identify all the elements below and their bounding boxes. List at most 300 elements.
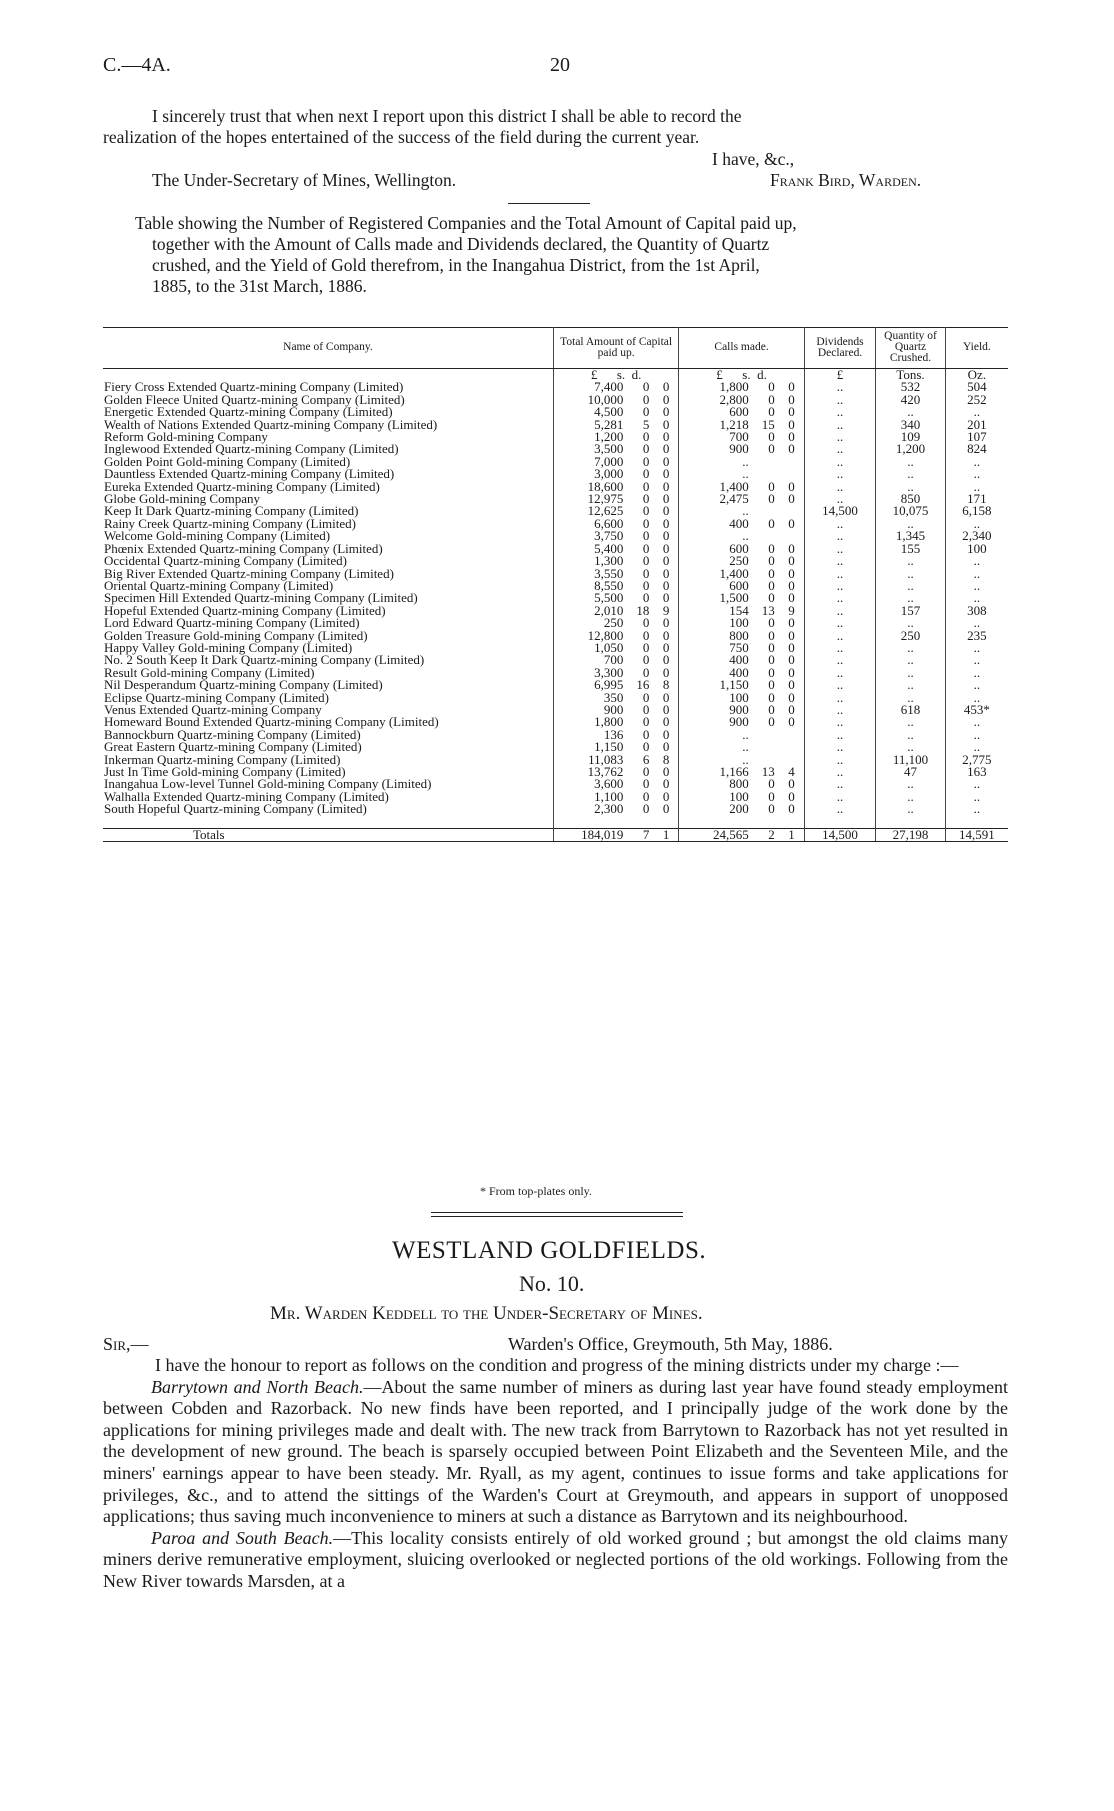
total-quantity: 27,198 xyxy=(876,828,945,841)
dividends-cell: .. xyxy=(804,617,876,629)
quantity-cell: .. xyxy=(876,481,945,493)
company-name: Reform Gold-mining Company xyxy=(104,429,268,445)
dividends-cell: .. xyxy=(804,394,876,406)
capital-cell-pounds: 2,300 xyxy=(594,801,624,817)
yield-cell: 171 xyxy=(945,493,1008,505)
yield-cell: 2,775 xyxy=(945,754,1008,766)
quantity-cell: 250 xyxy=(876,630,945,642)
calls-cell-pounds: 1,800 xyxy=(719,379,749,395)
letter-subtitle: Mr. Warden Keddell to the Under-Secretary of Mines. xyxy=(270,1303,703,1324)
capital-cell-shillings: 0 xyxy=(642,776,650,792)
calls-cell-pounds: 900 xyxy=(729,714,749,730)
capital-cell-pence: 0 xyxy=(662,788,670,804)
calls-cell-pounds: 400 xyxy=(729,515,749,531)
capital-cell-pounds: 18,600 xyxy=(587,478,624,494)
quantity-cell: .. xyxy=(876,729,945,741)
capital-cell-shillings: 18 xyxy=(636,602,650,618)
calls-cell-pounds: 1,150 xyxy=(719,677,749,693)
capital-cell-pence: 0 xyxy=(662,528,670,544)
calls-cell-pounds: 2,800 xyxy=(719,391,749,407)
capital-cell-pence: 0 xyxy=(662,478,670,494)
yield-cell: .. xyxy=(945,518,1008,530)
quantity-cell: .. xyxy=(876,679,945,691)
unit-pounds: £ xyxy=(590,367,598,382)
capital-cell-pence: 0 xyxy=(662,466,670,482)
calls-cell-pounds: 1,218 xyxy=(719,416,749,432)
calls-cell-shillings: 0 xyxy=(768,714,775,730)
header-dividends: Dividends Declared. xyxy=(804,328,876,369)
yield-cell: 453* xyxy=(945,704,1008,716)
capital-cell-pence: 0 xyxy=(662,801,670,817)
calls-cell-shillings: 0 xyxy=(768,652,775,668)
company-name: Rainy Creek Quartz-mining Company (Limited) xyxy=(104,515,356,531)
calls-cell-pounds: 600 xyxy=(729,540,749,556)
capital-cell-shillings: 0 xyxy=(642,714,650,730)
quantity-cell: .. xyxy=(876,741,945,753)
dividends-cell: .. xyxy=(804,431,876,443)
calls-cell-shillings: 0 xyxy=(768,379,775,395)
calls-cell-pence: 0 xyxy=(788,677,795,693)
capital-cell-pounds: 1,150 xyxy=(594,739,624,755)
table-caption-line-3: crushed, and the Yield of Gold therefrom, in the Inangahua District, from the 1st April, xyxy=(152,255,760,275)
capital-cell-pence: 0 xyxy=(662,453,670,469)
yield-cell: 6,158 xyxy=(945,505,1008,517)
calls-cell-pounds: 900 xyxy=(729,701,749,717)
company-name: Walhalla Extended Quartz-mining Company (Limited) xyxy=(104,788,389,804)
quantity-cell: .. xyxy=(876,692,945,704)
letter-addressee: The Under-Secretary of Mines, Wellington. xyxy=(152,170,457,190)
company-name: South Hopeful Quartz-mining Company (Limited) xyxy=(104,801,367,817)
calls-cell-pounds: 600 xyxy=(729,404,749,420)
company-name: Oriental Quartz-mining Company (Limited) xyxy=(104,577,334,593)
calls-cell-pounds: 200 xyxy=(729,801,749,817)
company-name: Keep It Dark Quartz-mining Company (Limited) xyxy=(104,503,359,519)
paragraph-2-heading: Barrytown and North Beach. xyxy=(151,1376,364,1397)
quantity-cell: .. xyxy=(876,468,945,480)
unit-oz: Oz. xyxy=(945,369,1008,382)
calls-cell-pence: 0 xyxy=(788,577,795,593)
dividends-cell: .. xyxy=(804,630,876,642)
quantity-cell: 420 xyxy=(876,394,945,406)
calls-cell-pence: 0 xyxy=(788,391,795,407)
company-name: Globe Gold-mining Company xyxy=(104,491,260,507)
total-calls-pence: 1 xyxy=(788,826,795,842)
capital-cell-pence: 0 xyxy=(662,441,670,457)
total-calls-pounds: 24,565 xyxy=(713,826,749,842)
capital-cell-pence: 0 xyxy=(662,590,670,606)
table-caption-line-1: Table showing the Number of Registered Companies and the Total Amount of Capital paid up, xyxy=(135,213,797,233)
total-calls xyxy=(679,828,804,841)
calls-cell-pounds: 100 xyxy=(729,689,749,705)
capital-cell-shillings: 5 xyxy=(642,416,650,432)
quantity-cell: 47 xyxy=(876,766,945,778)
calls-cell-pounds: .. xyxy=(742,466,749,482)
company-name: Dauntless Extended Quartz-mining Company (Limited) xyxy=(104,466,395,482)
table-caption-line-2: together with the Amount of Calls made and Dividends declared, the Quantity of Quartz xyxy=(152,234,770,254)
capital-cell-pounds: 6,600 xyxy=(594,515,624,531)
total-capital-shillings: 7 xyxy=(642,826,650,842)
dividends-cell: .. xyxy=(804,493,876,505)
company-name: Result Gold-mining Company (Limited) xyxy=(104,664,315,680)
company-name: Wealth of Nations Extended Quartz-mining Company (Limited) xyxy=(104,416,438,432)
quantity-cell: 10,075 xyxy=(876,505,945,517)
capital-cell-pounds: 8,550 xyxy=(594,577,624,593)
yield-cell: .. xyxy=(945,667,1008,679)
calls-cell xyxy=(679,803,804,815)
quantity-cell: 1,345 xyxy=(876,530,945,542)
calls-cell-shillings: 0 xyxy=(768,776,775,792)
capital-cell-pounds: 3,600 xyxy=(594,776,624,792)
company-name: Hopeful Extended Quartz-mining Company (Limited) xyxy=(104,602,386,618)
calls-cell-shillings xyxy=(749,729,775,741)
calls-cell-pounds: .. xyxy=(742,528,749,544)
calls-cell-pence: 0 xyxy=(788,429,795,445)
calls-cell-shillings: 0 xyxy=(768,677,775,693)
table-row xyxy=(103,803,1008,815)
capital-cell-shillings: 0 xyxy=(642,553,650,569)
capital-cell-shillings: 0 xyxy=(642,515,650,531)
dividends-cell: .. xyxy=(804,555,876,567)
calls-cell-shillings: 0 xyxy=(768,577,775,593)
quantity-cell: 850 xyxy=(876,493,945,505)
capital-cell-shillings: 0 xyxy=(642,528,650,544)
table-footnote: * From top-plates only. xyxy=(480,1184,592,1198)
capital-cell-pounds: 1,050 xyxy=(594,639,624,655)
calls-cell-shillings: 0 xyxy=(768,391,775,407)
paragraph-3-heading: Paroa and South Beach. xyxy=(151,1527,334,1548)
capital-cell-pence: 0 xyxy=(662,701,670,717)
yield-cell: .. xyxy=(945,791,1008,803)
yield-cell: .. xyxy=(945,803,1008,815)
calls-cell-pence: 0 xyxy=(788,565,795,581)
dividends-cell: .. xyxy=(804,692,876,704)
dividends-cell: .. xyxy=(804,568,876,580)
calls-cell-shillings: 0 xyxy=(768,491,775,507)
yield-cell: 235 xyxy=(945,630,1008,642)
yield-cell: .. xyxy=(945,568,1008,580)
calls-cell-shillings: 0 xyxy=(768,441,775,457)
paragraph-3-text: —This locality consists entirely of old worked ground ; but amongst the old claims many miners derive remunerative employment, sluicing overlooked or neglected portions of the old workings. Following from the New River towards Marsden, at a xyxy=(103,1527,1008,1591)
yield-cell: .. xyxy=(945,729,1008,741)
capital-cell-pence: 0 xyxy=(662,379,670,395)
dividends-cell: .. xyxy=(804,679,876,691)
capital-cell-pence: 0 xyxy=(662,776,670,792)
dividends-cell: .. xyxy=(804,530,876,542)
calls-cell-pence: 0 xyxy=(788,788,795,804)
capital-cell-pence: 0 xyxy=(662,429,670,445)
capital-cell-shillings: 0 xyxy=(642,466,650,482)
letter-body xyxy=(103,1355,1008,1593)
calls-cell-pounds: 400 xyxy=(729,652,749,668)
quantity-cell: .. xyxy=(876,456,945,468)
company-name: Homeward Bound Extended Quartz-mining Company (Limited) xyxy=(104,714,439,730)
dividends-cell: .. xyxy=(804,766,876,778)
calls-cell-shillings: 0 xyxy=(768,429,775,445)
yield-cell: .. xyxy=(945,617,1008,629)
calls-cell-shillings: 0 xyxy=(768,664,775,680)
capital-cell-pounds: 3,000 xyxy=(594,466,624,482)
yield-cell: .. xyxy=(945,642,1008,654)
quantity-cell: .. xyxy=(876,778,945,790)
dividends-cell: .. xyxy=(804,741,876,753)
capital-cell-pence: 0 xyxy=(662,391,670,407)
dividends-cell: .. xyxy=(804,443,876,455)
capital-cell-shillings: 0 xyxy=(642,664,650,680)
calls-cell-shillings: 0 xyxy=(768,627,775,643)
capital-cell-pence: 0 xyxy=(662,739,670,755)
yield-cell: .. xyxy=(945,692,1008,704)
calls-cell-pence: 0 xyxy=(788,590,795,606)
double-rule-top xyxy=(431,1212,683,1213)
quantity-cell: .. xyxy=(876,568,945,580)
capital-cell-pounds: 900 xyxy=(603,701,624,717)
capital-cell-shillings: 0 xyxy=(642,577,650,593)
calls-cell-pence xyxy=(775,729,795,741)
capital-cell-shillings: 0 xyxy=(642,764,650,779)
capital-cell-shillings: 0 xyxy=(642,652,650,668)
yield-cell: .. xyxy=(945,580,1008,592)
capital-cell-pounds: 5,281 xyxy=(594,416,624,432)
salutation: Sir,— xyxy=(103,1334,149,1354)
company-name: Golden Fleece United Quartz-mining Company (Limited) xyxy=(104,391,405,407)
capital-cell-pence: 0 xyxy=(662,553,670,569)
yield-cell: .. xyxy=(945,456,1008,468)
intro-line-2: realization of the hopes entertained of the success of the field during the current year. xyxy=(103,127,700,147)
dividends-cell: .. xyxy=(804,481,876,493)
calls-cell-pence: 0 xyxy=(788,701,795,717)
dividends-cell: .. xyxy=(804,803,876,815)
calls-cell-pounds: 800 xyxy=(729,627,749,643)
company-name: Phœnix Extended Quartz-mining Company (Limited) xyxy=(104,540,383,556)
calls-cell-pounds: 1,400 xyxy=(719,565,749,581)
capital-cell-pounds: 1,100 xyxy=(594,788,624,804)
total-capital-pounds: 184,019 xyxy=(581,826,624,842)
calls-cell-pounds: 250 xyxy=(729,553,749,569)
capital-cell-pence: 8 xyxy=(662,677,670,693)
yield-cell: 107 xyxy=(945,431,1008,443)
dividends-cell: .. xyxy=(804,716,876,728)
capital-cell-pence: 0 xyxy=(662,639,670,655)
company-name: Lord Edward Quartz-mining Company (Limited) xyxy=(104,615,360,631)
capital-cell-pence: 0 xyxy=(662,615,670,631)
calls-cell-shillings: 13 xyxy=(761,602,775,618)
quantity-cell: .. xyxy=(876,667,945,679)
calls-cell-pence: 0 xyxy=(788,664,795,680)
capital-cell-pounds: 5,500 xyxy=(594,590,624,606)
calls-cell-shillings: 0 xyxy=(768,801,775,817)
capital-cell-pounds: 5,400 xyxy=(594,540,624,556)
capital-cell-shillings: 0 xyxy=(642,540,650,556)
capital-cell-shillings: 0 xyxy=(642,491,650,507)
calls-cell-shillings xyxy=(749,741,775,753)
capital-cell-pounds: 12,625 xyxy=(587,503,624,519)
quantity-cell: .. xyxy=(876,406,945,418)
calls-cell-shillings: 0 xyxy=(768,540,775,556)
capital-cell-pounds: 136 xyxy=(603,726,624,742)
capital-cell-shillings: 0 xyxy=(642,453,650,469)
yield-cell: .. xyxy=(945,555,1008,567)
totals-row xyxy=(103,828,1008,841)
capital-cell xyxy=(553,803,678,815)
capital-cell-pounds: 13,762 xyxy=(587,764,624,779)
quantity-cell: .. xyxy=(876,716,945,728)
company-name: Venus Extended Quartz-mining Company xyxy=(104,701,322,717)
capital-cell-pence: 0 xyxy=(662,714,670,730)
unit-dividends: £ xyxy=(804,369,876,382)
quantity-cell: 11,100 xyxy=(876,754,945,766)
calls-cell-shillings: 0 xyxy=(768,478,775,494)
calls-cell-pence: 0 xyxy=(788,515,795,531)
yield-cell: .. xyxy=(945,592,1008,604)
company-name: Golden Point Gold-mining Company (Limited) xyxy=(104,453,351,469)
header-calls: Calls made. xyxy=(679,328,804,369)
calls-cell-pounds: 700 xyxy=(729,429,749,445)
calls-cell-pence: 0 xyxy=(788,441,795,457)
paragraph-2 xyxy=(103,1377,1008,1528)
header-name: Name of Company. xyxy=(103,328,553,369)
capital-cell-pounds: 6,995 xyxy=(594,677,624,693)
capital-cell-pounds: 3,300 xyxy=(594,664,624,680)
yield-cell: 252 xyxy=(945,394,1008,406)
calls-cell-pence: 0 xyxy=(788,689,795,705)
double-rule-bottom xyxy=(431,1216,683,1217)
quantity-cell: .. xyxy=(876,555,945,567)
calls-cell-pence: 0 xyxy=(788,416,795,432)
capital-cell-shillings: 0 xyxy=(642,590,650,606)
calls-cell-shillings: 0 xyxy=(768,639,775,655)
capital-cell-pence: 0 xyxy=(662,652,670,668)
company-name: Just In Time Gold-mining Company (Limited) xyxy=(104,764,346,779)
table-caption-line-4: 1885, to the 31st March, 1886. xyxy=(152,276,367,296)
company-name: Eclipse Quartz-mining Company (Limited) xyxy=(104,689,329,705)
totals-label: Totals xyxy=(103,828,553,841)
calls-cell-shillings: 0 xyxy=(768,590,775,606)
calls-cell-pence: 0 xyxy=(788,491,795,507)
yield-cell: 100 xyxy=(945,543,1008,555)
dividends-cell: .. xyxy=(804,654,876,666)
yield-cell: .. xyxy=(945,741,1008,753)
calls-cell-pounds: 900 xyxy=(729,441,749,457)
spacer-row xyxy=(103,816,1008,829)
header-quantity: Quantity of Quartz Crushed. xyxy=(876,328,945,369)
capital-cell-shillings: 0 xyxy=(642,689,650,705)
calls-cell-pence: 0 xyxy=(788,652,795,668)
dividends-cell: .. xyxy=(804,592,876,604)
calls-cell-shillings: 13 xyxy=(761,764,775,779)
dateline: Warden's Office, Greymouth, 5th May, 1886. xyxy=(508,1334,833,1354)
capital-cell-shillings: 0 xyxy=(642,429,650,445)
yield-cell: 504 xyxy=(945,381,1008,393)
intro-line-1: I sincerely trust that when next I report upon this district I shall be able to record the xyxy=(152,106,742,126)
dividends-cell: .. xyxy=(804,419,876,431)
quantity-cell: .. xyxy=(876,654,945,666)
unit-shillings: s. xyxy=(616,367,626,382)
quantity-cell: 618 xyxy=(876,704,945,716)
calls-cell-pounds: 800 xyxy=(729,776,749,792)
calls-cell-pence: 9 xyxy=(788,602,795,618)
capital-cell-shillings: 0 xyxy=(642,503,650,519)
dividends-cell: .. xyxy=(804,381,876,393)
calls-cell-pounds: 1,400 xyxy=(719,478,749,494)
header-yield: Yield. xyxy=(945,328,1008,369)
calls-cell-pence: 0 xyxy=(788,379,795,395)
quantity-cell: .. xyxy=(876,803,945,815)
unit-shillings: s. xyxy=(742,367,751,382)
yield-cell: 2,340 xyxy=(945,530,1008,542)
quantity-cell: .. xyxy=(876,580,945,592)
company-name: Inkerman Quartz-mining Company (Limited) xyxy=(104,751,341,767)
paragraph-2-text: —About the same number of miners as during last year have found steady employment between Cobden and Razorback. No new finds have been reported, and I principally judge of the work done by the applications for mining privileges made and dealt with. The new track from Barrytown to Razorback has not yet resulted in the development of new ground. The beach is sparsely occupied between Point Elizabeth and the Seventeen Mile, and the miners' earnings appear to have been steady. Mr. Ryall, as my agent, continues to issue forms and take applications for privileges, &c., and to attend the sittings of the Warden's Court at Greymouth, and appears in support of unopposed applications; thus saving much inconvenience to miners at such a distance as Barrytown and its neighbourhood. xyxy=(103,1376,1008,1527)
total-capital-pence: 1 xyxy=(662,826,670,842)
letter-closing: I have, &c., xyxy=(712,149,795,169)
calls-cell-pence: 4 xyxy=(788,764,795,779)
dividends-cell: .. xyxy=(804,778,876,790)
capital-cell-pounds: 3,750 xyxy=(594,528,624,544)
quantity-cell: .. xyxy=(876,642,945,654)
company-name: Big River Extended Quartz-mining Company (Limited) xyxy=(104,565,394,581)
calls-cell-pounds: 1,166 xyxy=(719,764,749,779)
calls-cell-pence: 0 xyxy=(788,615,795,631)
yield-cell: .. xyxy=(945,716,1008,728)
company-returns-table xyxy=(103,327,1008,842)
capital-cell-shillings: 0 xyxy=(642,441,650,457)
quantity-cell: .. xyxy=(876,518,945,530)
calls-cell-pounds: 100 xyxy=(729,788,749,804)
capital-cell-pence: 0 xyxy=(662,577,670,593)
calls-cell-pounds: 2,475 xyxy=(719,491,749,507)
capital-cell-pence: 0 xyxy=(662,726,670,742)
calls-cell-shillings: 0 xyxy=(768,701,775,717)
yield-cell: .. xyxy=(945,468,1008,480)
capital-cell-pence: 0 xyxy=(662,491,670,507)
yield-cell: .. xyxy=(945,778,1008,790)
unit-pence: d. xyxy=(631,367,642,382)
company-name: Welcome Gold-mining Company (Limited) xyxy=(104,528,331,544)
calls-cell-pence: 0 xyxy=(788,639,795,655)
capital-cell-pence: 0 xyxy=(662,565,670,581)
dividends-cell: .. xyxy=(804,518,876,530)
calls-cell-pounds: .. xyxy=(742,751,749,767)
quantity-cell: 340 xyxy=(876,419,945,431)
company-name: Golden Treasure Gold-mining Company (Limited) xyxy=(104,627,368,643)
dividends-cell: .. xyxy=(804,791,876,803)
capital-cell-pounds: 700 xyxy=(603,652,624,668)
calls-cell-pounds: 154 xyxy=(729,602,749,618)
calls-cell-shillings: 0 xyxy=(768,689,775,705)
calls-cell-pounds: 400 xyxy=(729,664,749,680)
capital-cell-shillings: 0 xyxy=(642,404,650,420)
company-name: Eureka Extended Quartz-mining Company (Limited) xyxy=(104,478,380,494)
company-name: Inglewood Extended Quartz-mining Company (Limited) xyxy=(104,441,399,457)
calls-cell-shillings: 0 xyxy=(768,404,775,420)
company-name: Bannockburn Quartz-mining Company (Limited) xyxy=(104,726,361,742)
unit-pence: d. xyxy=(757,367,767,382)
calls-cell-pounds: 750 xyxy=(729,639,749,655)
calls-cell-pence: 0 xyxy=(788,404,795,420)
calls-cell-shillings: 0 xyxy=(768,565,775,581)
dividends-cell: .. xyxy=(804,704,876,716)
capital-cell-shillings: 0 xyxy=(642,478,650,494)
quantity-cell: 109 xyxy=(876,431,945,443)
company-name: Energetic Extended Quartz-mining Company (Limited) xyxy=(104,404,393,420)
capital-cell-pounds: 1,300 xyxy=(594,553,624,569)
capital-cell-pounds: 12,975 xyxy=(587,491,624,507)
quantity-cell: 532 xyxy=(876,381,945,393)
calls-cell-pence xyxy=(775,456,795,468)
yield-cell: 824 xyxy=(945,443,1008,455)
capital-cell-pence: 0 xyxy=(662,503,670,519)
company-name: Happy Valley Gold-mining Company (Limited) xyxy=(104,639,353,655)
